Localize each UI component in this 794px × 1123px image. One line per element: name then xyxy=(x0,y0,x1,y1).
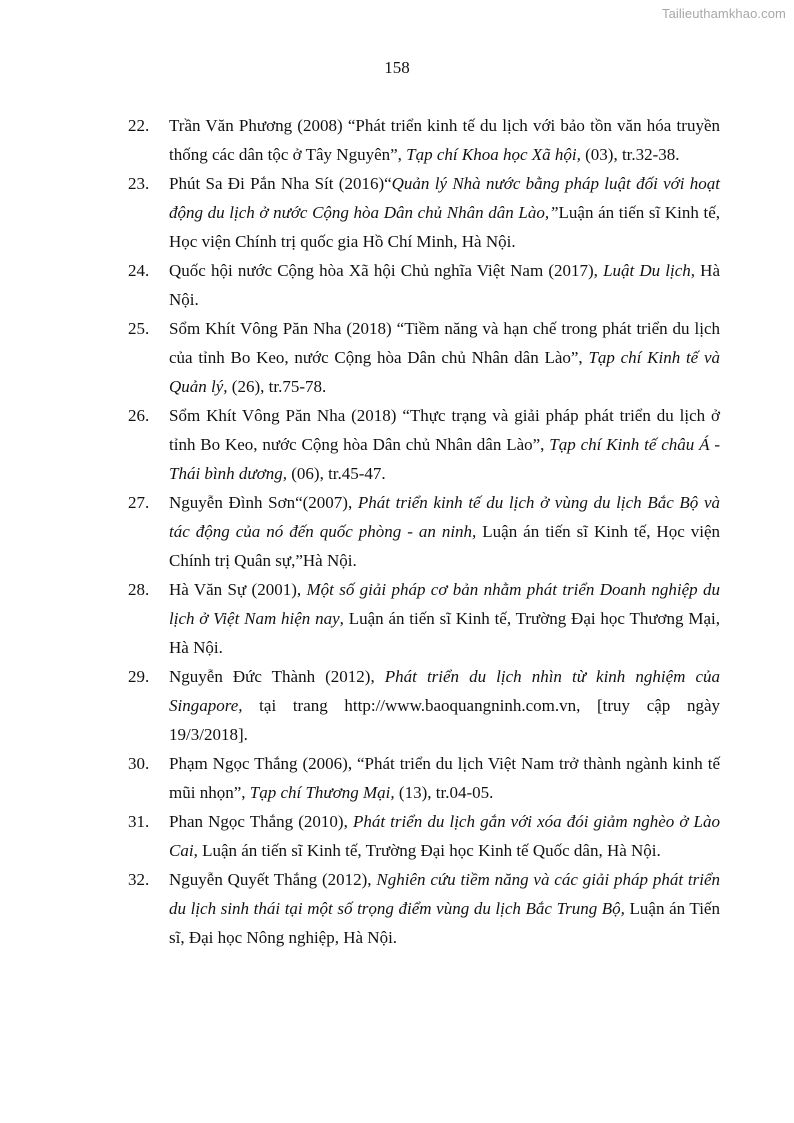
reference-text-segment: (03), tr.32-38. xyxy=(580,145,680,164)
reference-text-segment: Luận án tiến sĩ Kinh tế, Học viện Chính trị Quân sự,”Hà Nội. xyxy=(169,522,720,570)
reference-title-italic: Tạp chí Kinh tế và Quản lý, xyxy=(169,348,720,396)
reference-text-segment: Trần Văn Phương (2008) “Phát triển kinh tế du lịch với bảo tồn văn hóa truyền thống các dân tộc ở Tây Nguyên”, xyxy=(169,116,720,164)
reference-text-segment: Sổm Khít Vông Păn Nha (2018) “Tiềm năng và hạn chế trong phát triển du lịch của tỉnh Bo Keo, nước Cộng hòa Dân chủ Nhân dân Lào”, xyxy=(169,319,720,367)
reference-item xyxy=(128,111,720,169)
reference-number: 28. xyxy=(128,580,150,599)
reference-text-segment: , Luận án tiến sĩ Kinh tế, Trường Đại học Kinh tế Quốc dân, Hà Nội. xyxy=(193,841,661,860)
reference-number: 31. xyxy=(128,812,150,831)
reference-number: 24. xyxy=(128,261,150,280)
reference-text xyxy=(169,580,720,657)
reference-title-italic: Tạp chí Thương Mại, xyxy=(249,783,395,802)
reference-number: 23. xyxy=(128,174,150,193)
reference-list xyxy=(128,111,720,952)
reference-text-segment: Luận án Tiến sĩ, Đại học Nông nghiệp, Hà Nội. xyxy=(169,899,720,947)
reference-text-segment: Sổm Khít Vông Păn Nha (2018) “Thực trạng và giải pháp phát triển du lịch ở tỉnh Bo Keo, nước Cộng hòa Dân chủ Nhân dân Lào”, xyxy=(169,406,720,454)
reference-number: 29. xyxy=(128,667,150,686)
reference-item xyxy=(128,314,720,401)
reference-text xyxy=(169,754,720,802)
reference-number: 27. xyxy=(128,493,150,512)
reference-item xyxy=(128,662,720,749)
reference-text-segment: Nguyễn Đình Sơn“(2007), xyxy=(169,493,358,512)
reference-text-segment: Phút Sa Đi Pắn Nha Sít (2016)“ xyxy=(169,174,392,193)
reference-text-segment: Phan Ngọc Thắng (2010), xyxy=(169,812,353,831)
reference-text xyxy=(169,812,720,860)
page-number: 158 xyxy=(384,58,410,77)
reference-title-italic: Phát triển du lịch gắn với xóa đói giảm nghèo ở Lào Cai xyxy=(169,812,720,860)
reference-text-segment: (06), tr.45-47. xyxy=(287,464,386,483)
reference-text-segment: Nguyễn Đức Thành (2012), xyxy=(169,667,385,686)
reference-item xyxy=(128,169,720,256)
reference-text-segment: (26), tr.75-78. xyxy=(227,377,327,396)
reference-title-italic: Một số giải pháp cơ bản nhằm phát triển Doanh nghiệp du lịch ở Việt Nam hiện nay xyxy=(169,580,721,628)
reference-text-segment: tại trang http://www.baoquangninh.com.vn, [truy cập ngày 19/3/2018]. xyxy=(169,696,720,744)
reference-item xyxy=(128,807,720,865)
reference-text-segment: , Luận án tiến sĩ Kinh tế, Trường Đại học Thương Mại, Hà Nội. xyxy=(169,609,720,657)
reference-title-italic: Nghiên cứu tiềm năng và các giải pháp phát triển du lịch sinh thái tại một số trọng điểm vùng du lịch Bắc Trung Bộ, xyxy=(169,870,721,918)
reference-text-segment: Hà Văn Sự (2001), xyxy=(169,580,307,599)
reference-item xyxy=(128,256,720,314)
reference-number: 32. xyxy=(128,870,150,889)
reference-item xyxy=(128,749,720,807)
reference-text-segment: Quốc hội nước Cộng hòa Xã hội Chủ nghĩa Việt Nam (2017), xyxy=(169,261,604,280)
reference-text xyxy=(169,261,720,309)
reference-title-italic: Phát triển du lịch nhìn từ kinh nghiệm của Singapore, xyxy=(169,667,720,715)
reference-title-italic: Luật Du lịch xyxy=(603,261,691,280)
reference-text-segment: (13), tr.04-05. xyxy=(394,783,494,802)
reference-title-italic: Tạp chí Khoa học Xã hội, xyxy=(406,145,581,164)
reference-title-italic: Phát triển kinh tế du lịch ở vùng du lịch Bắc Bộ và tác động của nó đến quốc phòng - an ninh, xyxy=(169,493,721,541)
reference-number: 22. xyxy=(128,116,150,135)
reference-item xyxy=(128,575,720,662)
reference-text xyxy=(169,116,720,164)
reference-number: 26. xyxy=(128,406,150,425)
reference-item xyxy=(128,865,720,952)
reference-text-segment: Phạm Ngọc Thắng (2006), “Phát triển du lịch Việt Nam trở thành ngành kinh tế mũi nhọn”, xyxy=(169,754,720,802)
watermark: Tailieuthamkhao.com xyxy=(661,6,786,21)
reference-text-segment: Nguyễn Quyết Thắng (2012), xyxy=(169,870,377,889)
reference-number: 25. xyxy=(128,319,150,338)
reference-text xyxy=(169,319,720,396)
reference-number: 30. xyxy=(128,754,150,773)
reference-text xyxy=(169,493,720,570)
reference-item xyxy=(128,401,720,488)
reference-item xyxy=(128,488,720,575)
reference-text xyxy=(169,870,720,947)
reference-text xyxy=(169,406,720,483)
reference-text-segment: , Hà Nội. xyxy=(169,261,721,309)
reference-text xyxy=(169,667,720,744)
reference-title-italic: Tạp chí Kinh tế châu Á - Thái bình dương, xyxy=(169,435,720,483)
reference-text xyxy=(169,174,720,251)
reference-title-italic: Quản lý Nhà nước bằng pháp luật đối với hoạt động du lịch ở nước Cộng hòa Dân chủ Nhân dân Lào,” xyxy=(169,174,720,222)
reference-text-segment: Luận án tiến sĩ Kinh tế, Học viện Chính trị quốc gia Hồ Chí Minh, Hà Nội. xyxy=(169,203,720,251)
